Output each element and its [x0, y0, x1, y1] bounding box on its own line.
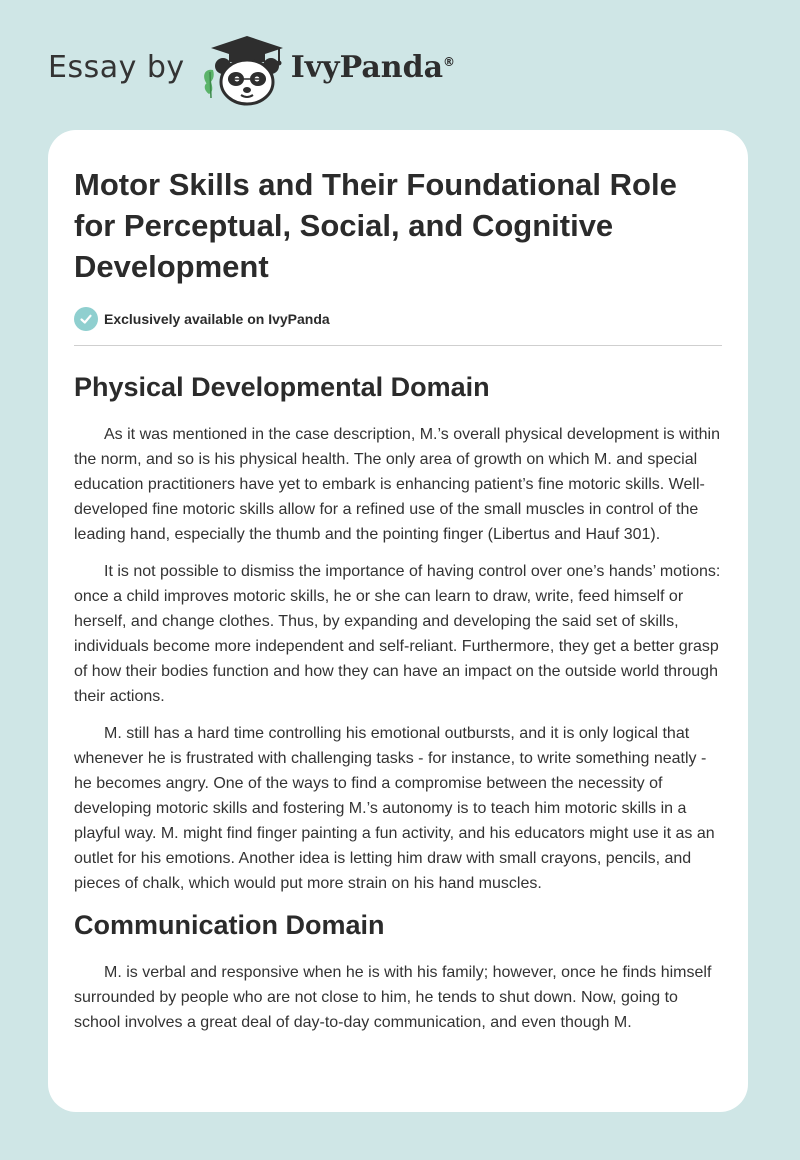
paragraph: M. still has a hard time controlling his emotional outbursts, and it is only logical that whenever he is frustrated with challenging tasks - for instance, to write something neatly - he becomes angry. One of the ways to find a compromise between the necessity of developing motoric skills and fostering M.’s autonomy is to teach him motoric skills in a playful way. M. might find finger painting a fun activity, and his educators might use it as an outlet for his emotions. Another idea is letting him draw with small crayons, pencils, and pieces of chalk, which would put more strain on his hand muscles. — [74, 725, 715, 892]
section-heading-physical: Physical Developmental Domain — [74, 372, 490, 402]
brand-prefix: Essay by — [48, 49, 185, 85]
section-heading-communication: Communication Domain — [74, 910, 385, 940]
exclusive-badge — [74, 307, 722, 346]
badge-text: Exclusively available on IvyPanda — [104, 311, 330, 327]
check-icon — [74, 307, 98, 331]
brand-name: IvyPanda® — [290, 49, 456, 85]
paragraph: As it was mentioned in the case description, M.’s overall physical development is within the norm, and so is his physical health. The only area of growth on which M. and special education practitioners have yet to embark is enhancing patient’s fine motoric skills. Well-developed fine motoric skills allow for a refined use of the small muscles in control of the leading hand, especially the thumb and the pointing finger (Libertus and Hauf 301). — [74, 426, 720, 543]
panda-logo-icon — [199, 32, 289, 108]
brand-header — [48, 30, 455, 110]
essay-title: Motor Skills and Their Foundational Role for Perceptual, Social, and Cognitive Development — [74, 167, 677, 284]
essay-card — [48, 130, 748, 1112]
paragraph: M. is verbal and responsive when he is with his family; however, once he finds himself surrounded by people who are not close to him, he tends to shut down. Now, going to school involves a great deal of day-to-day communication, and even though M. — [74, 964, 712, 1031]
paragraph: It is not possible to dismiss the importance of having control over one’s hands’ motions: once a child improves motoric skills, he or she can learn to draw, write, feed himself or herself, and change clothes. Thus, by expanding and developing the said set of skills, individuals become more independent and self-reliant. Furthermore, they get a better grasp of how their bodies function and how they can have an impact on the outside world through their actions. — [74, 563, 721, 705]
